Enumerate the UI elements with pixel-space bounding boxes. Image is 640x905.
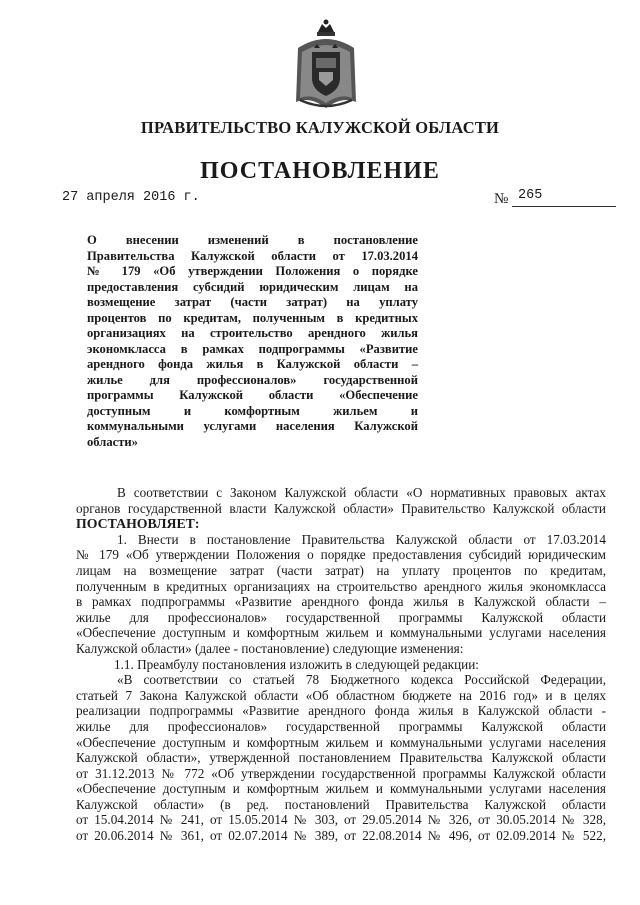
body-line: от 31.12.2013 № 772 «Об утверждении государственной программы Калужской области — [76, 765, 606, 781]
body-line: полученным в кредитных организациях на строительство арендного жилья экономкласса — [76, 578, 606, 594]
body-line: «Обеспечение доступным и комфортным жильем и коммунальными услугами населения — [76, 781, 606, 797]
body-line: № 179 «Об утверждении Положения о порядке предоставления субсидий юридическим — [76, 547, 606, 563]
body-line: Калужской области», утвержденной постановлением Правительства Калужской области — [76, 750, 606, 766]
body-line: органов государственной власти Калужской области» Правительство Калужской области — [76, 500, 606, 516]
body-line: в рамках подпрограммы «Развитие арендного фонда жилья в Калужской области – — [76, 594, 606, 610]
subject-line: О внесении изменений в постановление — [87, 233, 418, 247]
decree-keyword: ПОСТАНОВЛЯЕТ: — [76, 516, 200, 532]
subject-line: процентов по кредитам, полученным в кредитных — [87, 310, 418, 325]
body-line: от 15.04.2014 № 241, от 15.05.2014 № 303, от 29.05.2014 № 326, от 30.05.2014 № 328, — [76, 812, 606, 828]
subject-line: программы Калужской области «Обеспечение — [87, 388, 418, 402]
body-line: реализации подпрограммы «Развитие арендного фонда жилья в Калужской области - — [76, 703, 606, 719]
document-date: 27 апреля 2016 г. — [62, 190, 200, 205]
subject-line: организациях на строительство арендного жилья — [87, 326, 418, 340]
subject-line: доступным и комфортным жильем и — [87, 403, 418, 418]
subject-line: предоставления субсидий юридическим лицам на — [87, 279, 418, 294]
body-line: Калужской области» (в ред. постановлений Правительства Калужской области — [76, 796, 606, 812]
document-number: 265 — [518, 188, 543, 203]
body-line: Калужской области» (далее - постановление) следующие изменения: — [76, 640, 464, 656]
document-type-title: ПОСТАНОВЛЕНИЕ — [200, 158, 440, 184]
body-line: от 20.06.2014 № 361, от 02.07.2014 № 389, от 22.08.2014 № 496, от 02.09.2014 № 522, — [76, 828, 606, 844]
subject-line: арендного фонда жилья в Калужской области – — [87, 357, 418, 371]
number-label: № — [494, 191, 509, 207]
body-line: 1. Внести в постановление Правительства Калужской области от 17.03.2014 — [117, 531, 606, 547]
body-line: «Обеспечение доступным и комфортным жильем и коммунальными услугами населения — [76, 734, 606, 750]
resolution-subject — [87, 233, 418, 450]
resolution-body — [76, 485, 606, 844]
body-line: 1.1. Преамбулу постановления изложить в следующей редакции: — [114, 656, 479, 672]
government-title: ПРАВИТЕЛЬСТВО КАЛУЖСКОЙ ОБЛАСТИ — [140, 118, 500, 137]
body-line: лицам на возмещение затрат (части затрат) на уплату процентов по кредитам, — [76, 562, 606, 578]
subject-line: Правительства Калужской области от 17.03.2014 — [87, 248, 418, 263]
number-underline — [512, 206, 616, 207]
coat-of-arms-emblem — [292, 18, 360, 110]
subject-line: коммунальными услугами населения Калужской — [87, 419, 418, 433]
body-line: «В соответствии со статьей 78 Бюджетного кодекса Российской Федерации, — [117, 672, 606, 688]
body-line: жилье для профессионалов» государственной программы Калужской области — [76, 718, 606, 734]
body-line: статьей 7 Закона Калужской области «Об областном бюджете на 2016 год» и в целях — [76, 687, 606, 703]
body-line: «Обеспечение доступным и комфортным жильем и коммунальными услугами населения — [76, 625, 606, 641]
subject-line: № 179 «Об утверждении Положения о порядке — [87, 264, 418, 278]
body-line: В соответствии с Законом Калужской области «О нормативных правовых актах — [117, 485, 606, 500]
body-line: жилье для профессионалов» государственной программы Калужской области — [76, 609, 606, 625]
subject-line: области» — [87, 434, 138, 449]
subject-line: возмещение затрат (части затрат) на уплату — [87, 295, 418, 309]
subject-line: экономкласса в рамках подпрограммы «Развитие — [87, 341, 418, 356]
subject-line: жилье для профессионалов» государственной — [87, 372, 418, 387]
